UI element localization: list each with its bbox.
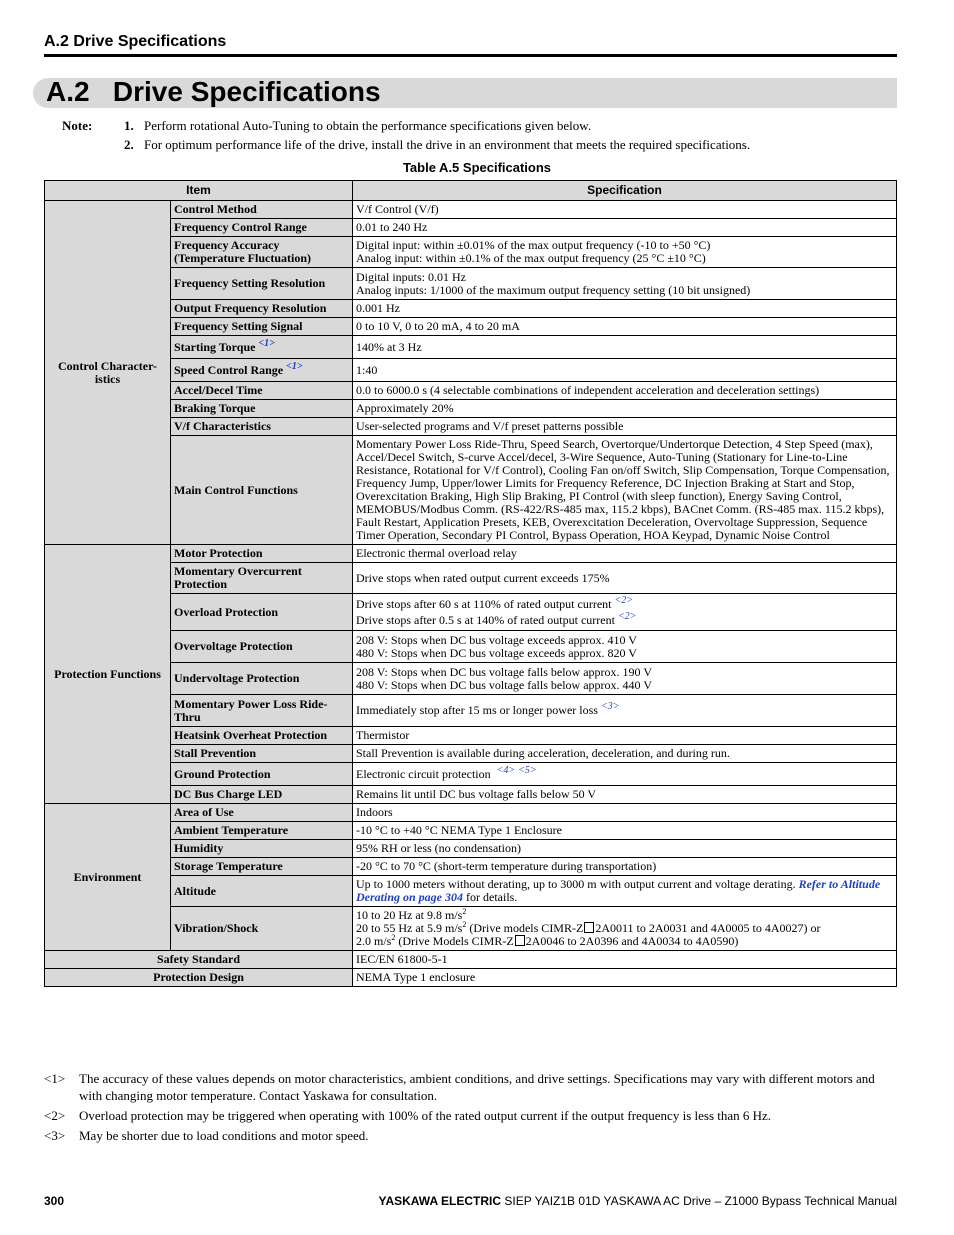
item-label — [171, 359, 353, 382]
table-row — [45, 786, 897, 804]
page-number: 300 — [44, 1194, 65, 1208]
item-label: Main Control Functions — [171, 436, 353, 545]
item-label: Safety Standard — [45, 951, 353, 969]
table-row — [45, 969, 897, 987]
note-number: 1. — [124, 118, 134, 133]
table-row — [45, 400, 897, 418]
spec-value: Approximately 20% — [353, 400, 897, 418]
spec-value: IEC/EN 61800-5-1 — [353, 951, 897, 969]
item-label: Output Frequency Resolution — [171, 300, 353, 318]
table-caption: Table A.5 Specifications — [402, 160, 552, 175]
footnote-ref-link[interactable]: <1> — [258, 337, 275, 349]
spec-value: 1:40 — [353, 359, 897, 382]
spec-value: Momentary Power Loss Ride-Thru, Speed Search, Overtorque/Undertorque Detection, 4 Step Speed (max), Accel/Decel Switch, S-curve Accel/decel, 3-Wire Sequence, Auto-Tuning (Stationary for Line-to-Line Resistance, Rotational for V/f Control), Cooling Fan on/off Switch, Slip Compensation, Torque Compensation, Frequency Jump, Upper/lower Limits for Frequency Reference, DC Injection Braking at Start and Stop, Overexcitation Braking, High Slip Braking, PI Control (with sleep function), Energy Saving Control, MEMOBUS/Modbus Comm. (RS-422/RS-485 max, 115.2 kbps), BACnet Comm. (RS-485 max. 115.2 kbps), Fault Restart, Application Presets, KEB, Overexcitation Deceleration, Overvoltage Suppression, Sequence Timer Operation, Secondary PI Control, Bypass Operation, HOA Keypad, Dynamic Noise Control — [353, 436, 897, 545]
table-row — [45, 418, 897, 436]
spec-line: 480 V: Stops when DC bus voltage exceeds approx. 820 V — [356, 645, 637, 660]
spec-line: Drive stops after 0.5 s at 140% of rated output current $^{<2>}$ — [356, 610, 637, 627]
spec-value: V/f Control (V/f) — [353, 201, 897, 219]
spec-line: Drive stops after 60 s at 110% of rated output current $^{<2>}$ — [356, 594, 633, 611]
spec-value: Stall Prevention is available during acceleration, deceleration, and during run. — [353, 745, 897, 763]
footer-doc-title — [379, 1194, 897, 1208]
spec-value: User-selected programs and V/f preset patterns possible — [353, 418, 897, 436]
table-row — [45, 695, 897, 727]
spec-value: Thermistor — [353, 727, 897, 745]
spec-line: 208 V: Stops when DC bus voltage falls below approx. 190 V — [356, 664, 652, 679]
footnote-item — [44, 1107, 897, 1124]
spec-value — [353, 594, 897, 631]
footnote-mark: <2> — [44, 1108, 66, 1123]
running-header-title: A.2 Drive Specifications — [44, 33, 227, 50]
footnote-mark: <3> — [44, 1128, 66, 1143]
spec-value: 0.0 to 6000.0 s (4 selectable combinations of independent acceleration and deceleration settings) — [353, 382, 897, 400]
item-label: Overvoltage Protection — [171, 631, 353, 663]
footnote-item — [44, 1127, 897, 1144]
item-label: Accel/Decel Time — [171, 382, 353, 400]
spec-value — [353, 907, 897, 951]
table-row — [45, 594, 897, 631]
footnote-text: The accuracy of these values depends on motor characteristics, ambient conditions, and drive settings. Specifications may vary with different motors and with changing motor temperature. Contact Yaskawa for consultation. — [79, 1071, 875, 1103]
altitude-derating-link[interactable]: Refer to Altitude Derating on page 304 — [356, 877, 881, 904]
item-label-text: Speed Control Range — [174, 362, 284, 377]
item-label: Momentary Power Loss Ride-Thru — [171, 695, 353, 727]
section-title: A.2 Drive Specifications — [46, 76, 381, 107]
item-label: Frequency Setting Signal — [171, 318, 353, 336]
table-row — [45, 219, 897, 237]
item-label: Ambient Temperature — [171, 822, 353, 840]
spec-line: Digital inputs: 0.01 Hz — [356, 269, 466, 284]
footnote-ref-link[interactable]: <3> — [600, 701, 620, 712]
spec-value: Electronic thermal overload relay — [353, 545, 897, 563]
placeholder-box-icon — [584, 922, 594, 933]
item-label: Storage Temperature — [171, 858, 353, 876]
spec-line: 20 to 55 Hz at 5.9 $m/s^2$ (Drive models CIMR-Z 2A0011 to 2A0031 and 4A0005 to 4A0027) or — [356, 920, 821, 935]
table-row — [45, 563, 897, 594]
spec-value: Indoors — [353, 804, 897, 822]
spec-value — [353, 237, 897, 268]
table-row — [45, 436, 897, 545]
table-row — [45, 300, 897, 318]
spec-line: 10 to 20 Hz at 9.8 $m/s^2$ — [356, 907, 467, 922]
footnote-ref-link[interactable]: <5> — [518, 764, 537, 776]
spec-value: Remains lit until DC bus voltage falls below 50 V — [353, 786, 897, 804]
category-control: Control Character-istics — [45, 201, 171, 545]
item-label — [171, 336, 353, 359]
table-row — [45, 382, 897, 400]
item-label: Humidity — [171, 840, 353, 858]
footnote-mark: <1> — [44, 1071, 66, 1086]
spec-line: Analog input: within ±0.1% of the max output frequency (25 °C ±10 °C) — [356, 251, 706, 265]
spec-value: 0 to 10 V, 0 to 20 mA, 4 to 20 mA — [353, 318, 897, 336]
spec-value: Electronic circuit protection $^{<4>}$ $^{<5>}$ — [353, 763, 897, 786]
item-label: Area of Use — [171, 804, 353, 822]
table-row — [45, 545, 897, 563]
spec-value: 0.001 Hz — [353, 300, 897, 318]
item-label: Frequency Setting Resolution — [171, 268, 353, 300]
spec-line: 208 V: Stops when DC bus voltage exceeds approx. 410 V — [356, 632, 637, 647]
spec-value: NEMA Type 1 enclosure — [353, 969, 897, 987]
footnote-ref-link[interactable]: <1> — [286, 360, 303, 372]
spec-value: -10 °C to +40 °C NEMA Type 1 Enclosure — [353, 822, 897, 840]
table-row — [45, 858, 897, 876]
table-header-row — [45, 181, 897, 201]
footnote-ref-link[interactable]: <4> — [496, 764, 516, 776]
note-item — [62, 116, 897, 135]
note-number: 2. — [124, 137, 134, 152]
header-specification: Specification — [353, 181, 897, 201]
spec-value — [353, 631, 897, 663]
item-label: Altitude — [171, 876, 353, 907]
item-label: Protection Design — [45, 969, 353, 987]
item-label: Undervoltage Protection — [171, 663, 353, 695]
table-row — [45, 359, 897, 382]
spec-value: 95% RH or less (no condensation) — [353, 840, 897, 858]
spec-line: Digital input: within ±0.01% of the max output frequency (-10 to +50 °C) — [356, 238, 711, 252]
item-label: Overload Protection — [171, 594, 353, 631]
footnote-text: May be shorter due to load conditions and motor speed. — [79, 1128, 369, 1143]
note-item — [62, 135, 897, 154]
item-label: Heatsink Overheat Protection — [171, 727, 353, 745]
spec-value: Up to 1000 meters without derating, up to 3000 m with output current and voltage derating. Refer to Altitude Derating on page 304 for details. — [353, 876, 897, 907]
item-label: Motor Protection — [171, 545, 353, 563]
item-label: DC Bus Charge LED — [171, 786, 353, 804]
spec-value — [353, 268, 897, 300]
specifications-table — [44, 180, 897, 987]
table-row — [45, 268, 897, 300]
table-row — [45, 822, 897, 840]
footnote-text: Overload protection may be triggered when operating with 100% of the rated output current if the output frequency is less than 6 Hz. — [79, 1108, 772, 1123]
footnotes — [44, 1070, 897, 1147]
table-row — [45, 745, 897, 763]
item-label: Braking Torque — [171, 400, 353, 418]
table-row — [45, 763, 897, 786]
spec-line: Analog inputs: 1/1000 of the maximum output frequency setting (10 bit unsigned) — [356, 282, 751, 297]
spec-value: 0.01 to 240 Hz — [353, 219, 897, 237]
table-row — [45, 201, 897, 219]
table-row — [45, 237, 897, 268]
spec-value — [353, 663, 897, 695]
header-rule — [44, 54, 897, 57]
footnote-item — [44, 1070, 897, 1104]
table-row — [45, 727, 897, 745]
category-environment: Environment — [45, 804, 171, 951]
item-label: Momentary Overcurrent Protection — [171, 563, 353, 594]
table-row — [45, 876, 897, 907]
doc-title: SIEP YAIZ1B 01D YASKAWA AC Drive – Z1000 Bypass Technical Manual — [501, 1194, 897, 1208]
item-label: V/f Characteristics — [171, 418, 353, 436]
footnote-ref-link[interactable]: <2> — [614, 594, 633, 606]
spec-line: 2.0 $m/s^2$ (Drive Models CIMR-Z 2A0046 to 2A0396 and 4A0034 to 4A0590) — [356, 933, 739, 948]
note-label: Note: — [62, 118, 93, 133]
placeholder-box-icon — [515, 935, 525, 946]
item-label: Frequency Accuracy (Temperature Fluctuation) — [171, 237, 353, 268]
brand-name: YASKAWA ELECTRIC — [378, 1194, 502, 1208]
table-row — [45, 318, 897, 336]
footnote-ref-link[interactable]: <2> — [617, 610, 637, 622]
spec-value: 140% at 3 Hz — [353, 336, 897, 359]
category-protection: Protection Functions — [45, 545, 171, 804]
table-row — [45, 631, 897, 663]
table-row — [45, 840, 897, 858]
item-label: Frequency Control Range — [171, 219, 353, 237]
table-row — [45, 663, 897, 695]
table-row — [45, 336, 897, 359]
table-row — [45, 804, 897, 822]
item-label: Control Method — [171, 201, 353, 219]
item-label-text: Starting Torque — [174, 339, 256, 354]
notes-block — [62, 116, 897, 154]
spec-line: 480 V: Stops when DC bus voltage falls below approx. 440 V — [356, 677, 652, 692]
spec-value: Immediately stop after 15 ms or longer power loss $^{<3>}$ — [353, 695, 897, 727]
note-text: Perform rotational Auto-Tuning to obtain the performance specifications given below. — [144, 118, 592, 133]
spec-value: -20 °C to 70 °C (short-term temperature during transportation) — [353, 858, 897, 876]
item-label: Stall Prevention — [171, 745, 353, 763]
item-label: Ground Protection — [171, 763, 353, 786]
item-label: Vibration/Shock — [171, 907, 353, 951]
table-row — [45, 907, 897, 951]
note-text: For optimum performance life of the drive, install the drive in an environment that meets the required specifications. — [144, 137, 751, 152]
table-row — [45, 951, 897, 969]
spec-value: Drive stops when rated output current exceeds 175% — [353, 563, 897, 594]
header-item: Item — [45, 181, 353, 201]
